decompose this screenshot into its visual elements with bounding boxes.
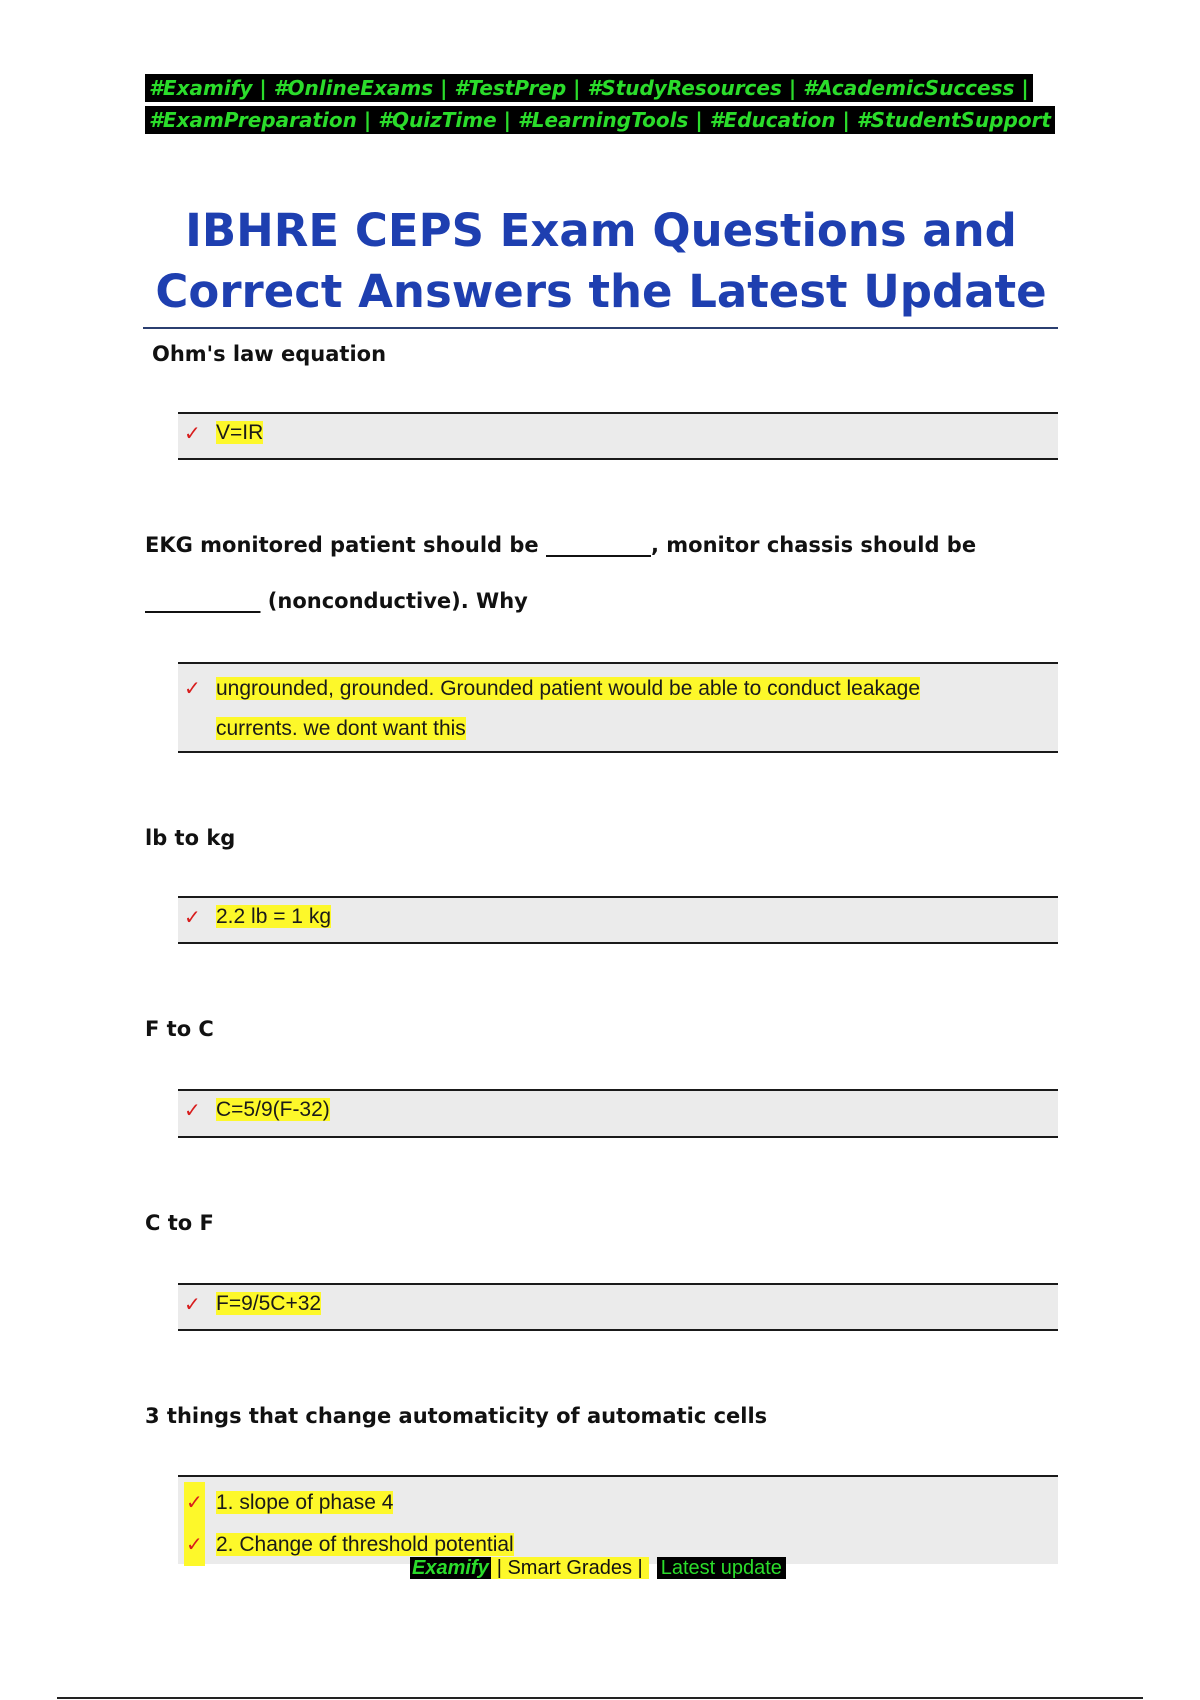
hashtag-banner (145, 72, 1057, 136)
answer-row (178, 1098, 1058, 1122)
question-ekg-line-1: EKG monitored patient should be __________, monitor chassis should be (145, 533, 977, 557)
question-c-to-f: C to F (145, 1211, 214, 1235)
answer-box (178, 1089, 1058, 1138)
answer-box (178, 1283, 1058, 1331)
checkmark-icon: ✓ (184, 423, 201, 445)
footer-latest-update: Latest update (657, 1557, 786, 1579)
checkmark-icon: ✓ (184, 678, 201, 700)
hashtag-line-2: #ExamPreparation | #QuizTime | #LearningTools | #Education | #StudentSupport (145, 106, 1055, 134)
hashtag-line-1: #Examify | #OnlineExams | #TestPrep | #StudyResources | #AcademicSuccess | (145, 74, 1033, 102)
answer-row (178, 669, 1058, 749)
answer-row (178, 1292, 1058, 1316)
title-line-1: IBHRE CEPS Exam Questions and (185, 204, 1017, 257)
page-bottom-divider (57, 1697, 1143, 1699)
answer-box (178, 896, 1058, 944)
answer-row (178, 905, 1058, 929)
answer-row (178, 1482, 1058, 1566)
page-footer (410, 1556, 786, 1580)
question-lb-to-kg: lb to kg (145, 826, 236, 850)
answer-text: C=5/9(F-32) (216, 1098, 330, 1121)
checkmark-icon: ✓ (184, 1100, 201, 1122)
question-f-to-c: F to C (145, 1017, 214, 1041)
answer-text: V=IR (216, 421, 264, 444)
answer-text: ungrounded, grounded. Grounded patient would be able to conduct leakage (216, 677, 921, 700)
checkmark-icon: ✓ (184, 1294, 201, 1316)
footer-middle: | Smart Grades | (491, 1557, 649, 1579)
title-line-2: Correct Answers the Latest Update (155, 265, 1047, 318)
answer-text: 2. Change of threshold potential (216, 1533, 514, 1556)
footer-brand: Examify (412, 1557, 489, 1579)
checkmark-icon: ✓ (184, 907, 201, 929)
answer-text: F=9/5C+32 (216, 1292, 322, 1315)
title-divider (143, 327, 1058, 329)
question-automaticity: 3 things that change automaticity of automatic cells (145, 1404, 768, 1428)
answer-text: 1. slope of phase 4 (216, 1491, 394, 1514)
checkmark-icon: ✓ (184, 1524, 205, 1566)
document-title (145, 200, 1057, 322)
question-ekg-line-2: ___________ (nonconductive). Why (145, 589, 528, 613)
answer-text: currents. we dont want this (216, 717, 466, 740)
answer-text: 2.2 lb = 1 kg (216, 905, 331, 928)
answer-box (178, 412, 1058, 460)
checkmark-icon: ✓ (184, 1482, 205, 1524)
answer-box (178, 662, 1058, 753)
answer-box (178, 1475, 1058, 1564)
answer-row (178, 421, 1058, 445)
question-ohms-law: Ohm's law equation (152, 342, 387, 366)
